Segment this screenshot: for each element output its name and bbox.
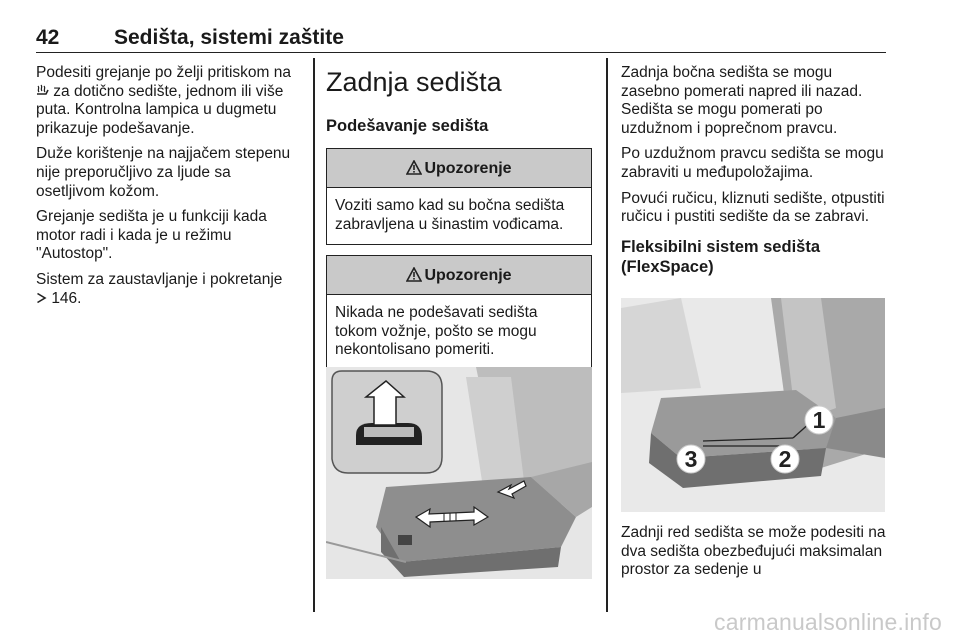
- warning-text: Voziti samo kad su bočna sedišta zabravljena u šinastim vođicama.: [335, 197, 565, 233]
- column-middle: [326, 64, 592, 381]
- paragraph: Povući ručicu, kliznuti sedište, otpustiti ručicu i pustiti sedište da se zabravi.: [621, 189, 885, 226]
- paragraph: Sistem za zaustavljanje i pokretanje 146.: [36, 270, 283, 307]
- subsection-title: Fleksibilni sistem sedišta (FlexSpace): [621, 237, 820, 276]
- column-right-continued: [621, 524, 887, 580]
- subsection-title: Podešavanje sedišta: [326, 117, 489, 135]
- page-number: 42: [36, 26, 60, 49]
- column-divider: [606, 58, 608, 612]
- watermark: carmanualsonline.info: [714, 609, 942, 635]
- column-divider: [313, 58, 315, 612]
- section-title: Zadnja sedišta: [326, 67, 502, 97]
- paragraph: Podesiti grejanje po želji pritiskom na za dotično sedište, jednom ili više puta. Kontrolna lampica u dugmetu prikazuje podešavanje.: [36, 64, 292, 137]
- paragraph: Po uzdužnom pravcu sedišta se mogu zabraviti u međupoložajima.: [621, 145, 884, 181]
- paragraph: Grejanje sedišta je u funkciji kada motor radi i kada je u režimu "Autostop".: [36, 208, 267, 263]
- warning-box: [326, 255, 592, 371]
- page-header: [36, 26, 886, 53]
- paragraph: Duže korištenje na najjačem stepenu nije preporučljivo za ljude sa osetljivom kožom.: [36, 145, 291, 200]
- warning-triangle-icon: [406, 265, 422, 284]
- warning-heading: Upozorenje: [424, 160, 512, 177]
- seat-heat-icon: [36, 83, 49, 100]
- seat-adjustment-illustration: [326, 367, 592, 579]
- warning-heading: Upozorenje: [424, 267, 512, 285]
- column-right: [621, 64, 887, 287]
- paragraph: Zadnji red sedišta se može podesiti na dva sedišta obezbeđujući maksimalan prostor za sedenje u: [621, 524, 886, 579]
- chapter-title: Sedišta, sistemi zaštite: [114, 26, 344, 49]
- callout-1: 1: [812, 407, 826, 433]
- warning-box: [326, 148, 592, 245]
- page-reference-link[interactable]: 146.: [51, 289, 82, 307]
- column-left: [36, 64, 302, 315]
- page-reference-icon: [36, 290, 47, 307]
- callout-2: 2: [778, 446, 792, 472]
- warning-triangle-icon: [406, 158, 422, 177]
- paragraph: Zadnja bočna sedišta se mogu zasebno pomerati napred ili nazad. Sedišta se mogu pomerati po uzdužnom i poprečnom pravcu.: [621, 64, 863, 137]
- warning-text: Nikada ne podešavati sedišta tokom vožnje, pošto se mogu nekontolisano pomeriti.: [335, 304, 538, 359]
- flexspace-seat-illustration: [621, 298, 885, 512]
- callout-3: 3: [684, 446, 698, 472]
